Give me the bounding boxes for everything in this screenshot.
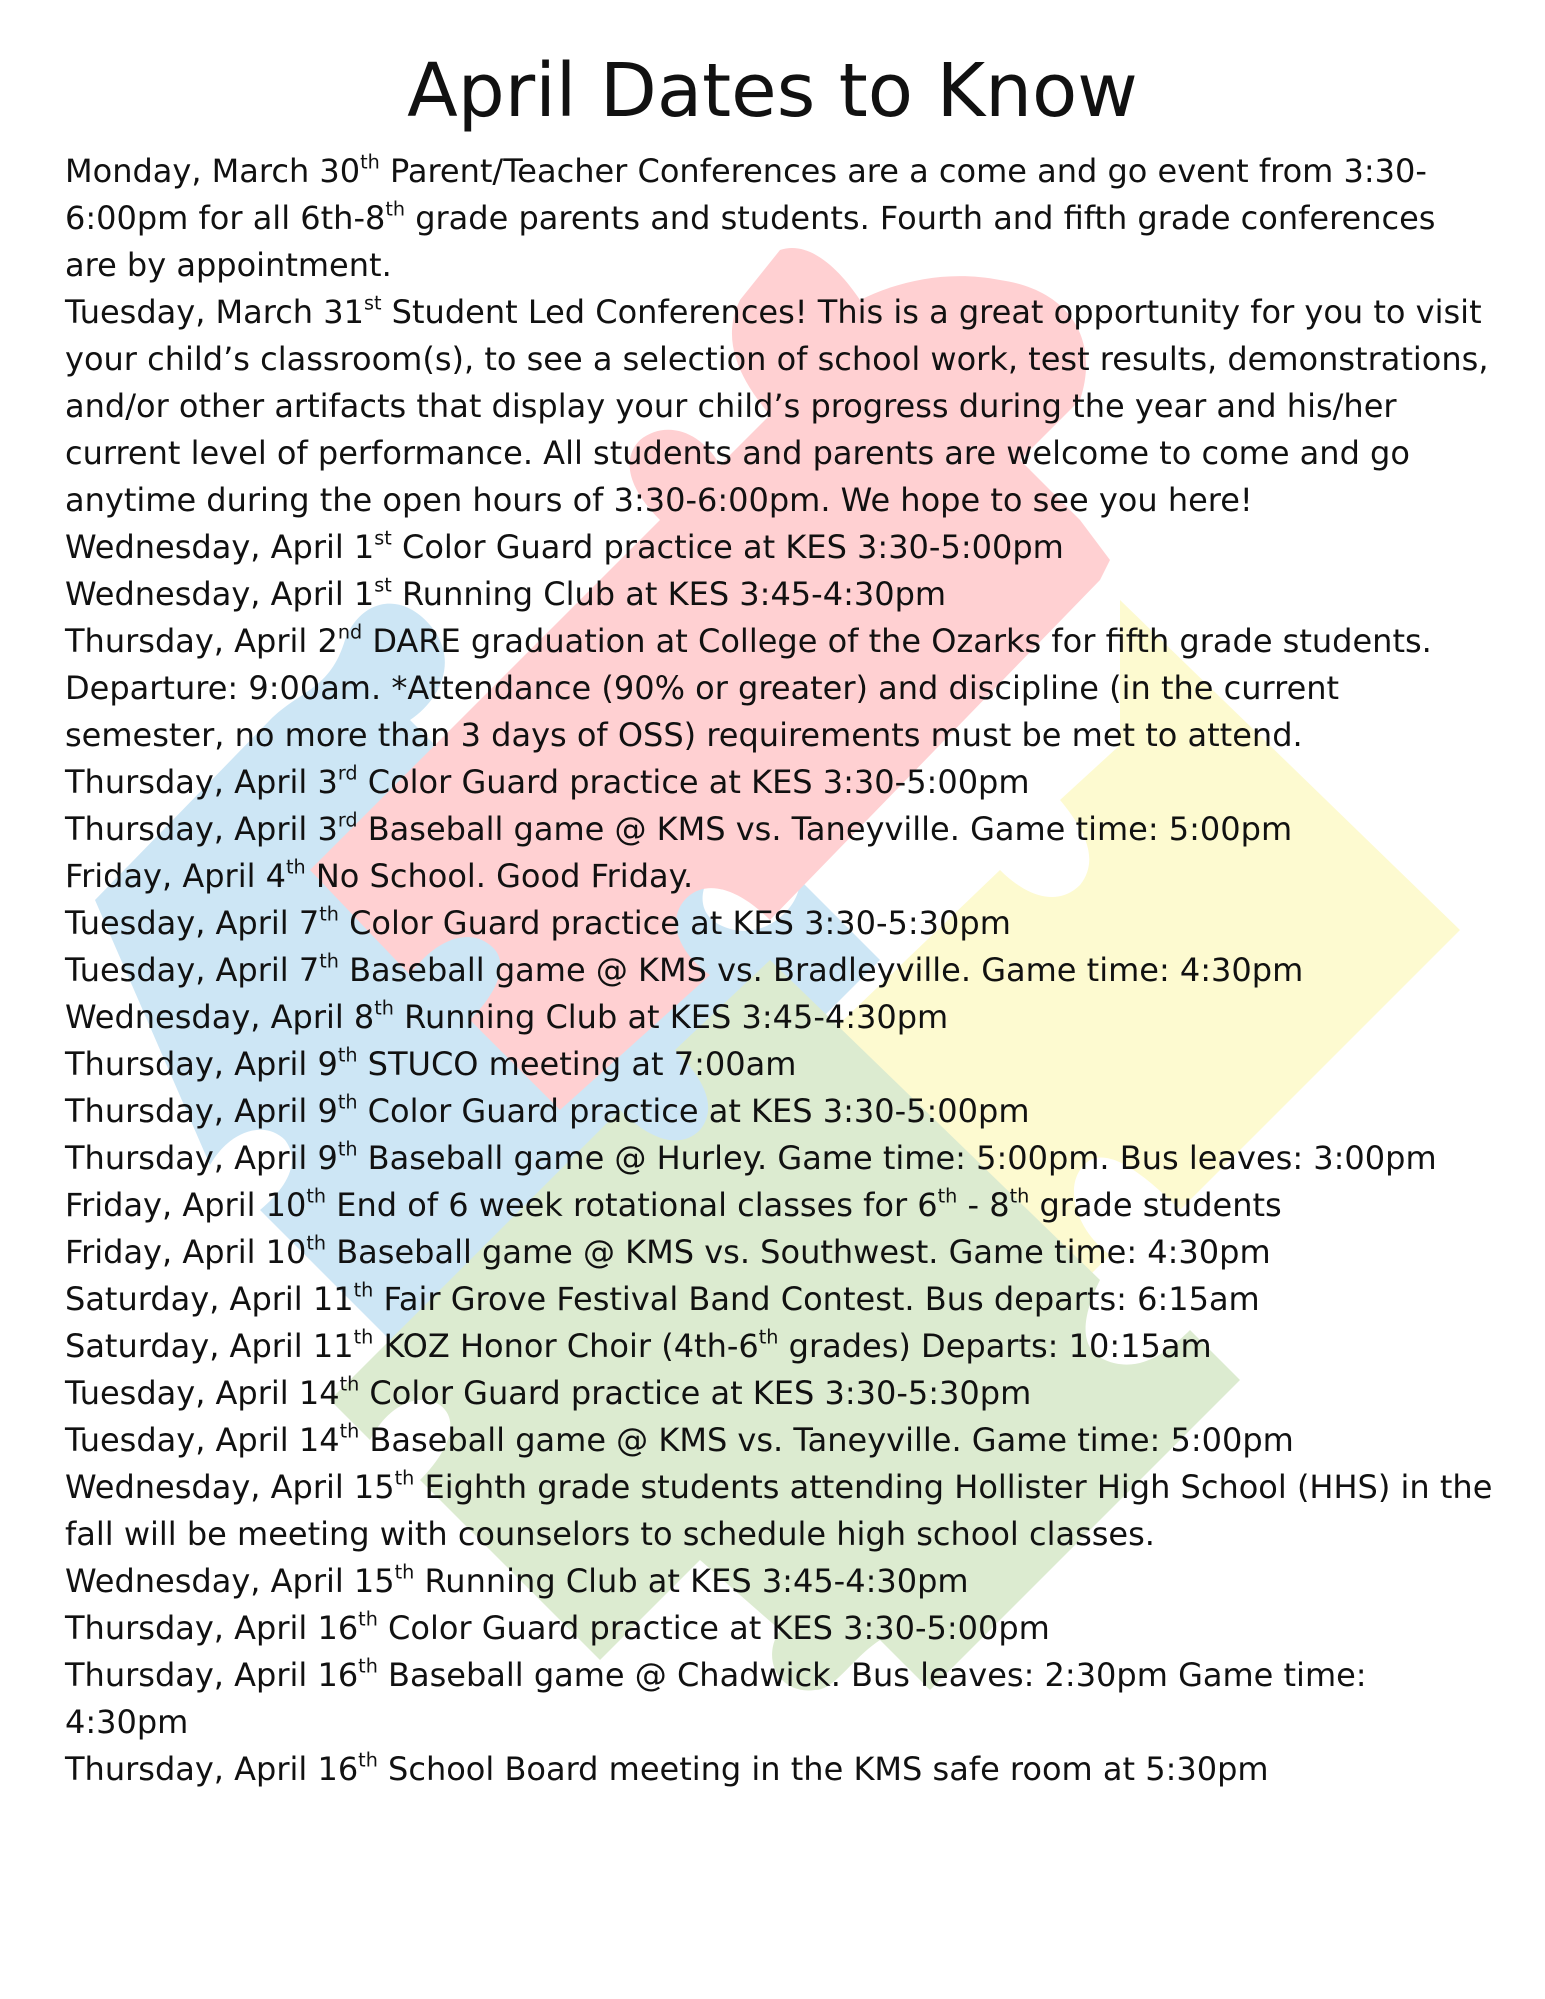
event-item [65, 900, 1495, 947]
events-list [65, 148, 1495, 1793]
event-item [65, 1276, 1495, 1323]
ordinal-suffix: th [358, 1607, 378, 1631]
event-text: Baseball game @ KMS vs. Bradleyville. Game time: 4:30pm [338, 951, 1304, 989]
event-date: Thursday, April 9 [65, 1092, 338, 1130]
ordinal-suffix: th [374, 996, 394, 1020]
page-title: April Dates to Know [407, 48, 1138, 134]
event-date: Friday, April 10 [65, 1233, 307, 1271]
event-date: Wednesday, April 15 [65, 1562, 395, 1600]
event-text: Color Guard practice at KES 3:30-5:00pm [357, 763, 1030, 801]
event-item [65, 1229, 1495, 1276]
event-date: Thursday, April 16 [65, 1750, 359, 1788]
ordinal-suffix: th [319, 949, 339, 973]
event-date: Tuesday, April 14 [65, 1374, 340, 1412]
ordinal-suffix: th [353, 1278, 374, 1302]
ordinal-suffix: th [358, 1748, 378, 1772]
event-item [65, 994, 1495, 1041]
event-text: Color Guard practice at KES 3:30-5:30pm [338, 904, 1011, 942]
ordinal-suffix: th [337, 1090, 358, 1114]
event-date: Thursday, April 9 [65, 1139, 338, 1177]
event-item [65, 1370, 1495, 1417]
ordinal-suffix: th [937, 1184, 958, 1208]
event-text: grade students [1029, 1186, 1282, 1224]
ordinal-suffix: th [339, 1372, 360, 1396]
event-text: Eighth grade students attending Hollister High School (HHS) in the fall will be meeting with counselors to schedule high school classes. [65, 1468, 1493, 1553]
event-text: KOZ Honor Choir (4th-6 [373, 1327, 759, 1365]
event-date: Wednesday, April 8 [65, 998, 375, 1036]
ordinal-suffix: th [1009, 1184, 1030, 1208]
event-text: Parent/Teacher Conferences are a come and go event from 3:30-6:00pm for all 6th-8 [65, 152, 1427, 237]
ordinal-suffix: th [353, 1325, 374, 1349]
event-text: End of 6 week rotational classes for 6 [326, 1186, 938, 1224]
event-item [65, 1464, 1495, 1558]
ordinal-suffix: th [337, 1137, 358, 1161]
ordinal-suffix: th [306, 1231, 327, 1255]
event-item [65, 571, 1495, 618]
ordinal-suffix: th [358, 1654, 378, 1678]
event-date: Tuesday, April 14 [65, 1421, 340, 1459]
event-item [65, 148, 1495, 289]
event-item [65, 1558, 1495, 1605]
event-date: Saturday, April 11 [65, 1280, 354, 1318]
ordinal-suffix: th [286, 855, 306, 879]
ordinal-suffix: th [394, 1466, 415, 1490]
ordinal-suffix: rd [337, 808, 358, 832]
event-item [65, 524, 1495, 571]
event-item [65, 1605, 1495, 1652]
event-date: Tuesday, April 7 [65, 951, 320, 989]
ordinal-suffix: st [374, 526, 392, 550]
event-date: Friday, April 4 [65, 857, 286, 895]
event-date: Wednesday, April 1 [65, 528, 375, 566]
event-text: Running Club at KES 3:45-4:30pm [393, 998, 949, 1036]
ordinal-suffix: th [337, 1043, 358, 1067]
event-item [65, 1182, 1495, 1229]
event-date: Thursday, April 3 [65, 763, 338, 801]
event-date: Thursday, April 2 [65, 622, 338, 660]
event-item [65, 1417, 1495, 1464]
event-text: Baseball game @ KMS vs. Southwest. Game time: 4:30pm [326, 1233, 1271, 1271]
event-date: Saturday, April 11 [65, 1327, 354, 1365]
ordinal-suffix: rd [337, 761, 358, 785]
event-item [65, 1088, 1495, 1135]
event-text: Color Guard practice at KES 3:30-5:30pm [359, 1374, 1032, 1412]
event-text: Running Club at KES 3:45-4:30pm [414, 1562, 969, 1600]
ordinal-suffix: th [339, 1419, 360, 1443]
event-date: Tuesday, April 7 [65, 904, 320, 942]
event-text: Color Guard practice at KES 3:30-5:00pm [357, 1092, 1030, 1130]
event-text: Baseball game @ Hurley. Game time: 5:00pm. Bus leaves: 3:00pm [357, 1139, 1437, 1177]
event-date: Thursday, April 3 [65, 810, 338, 848]
event-text: Color Guard practice at KES 3:30-5:00pm [391, 528, 1064, 566]
event-item [65, 853, 1495, 900]
event-item [65, 1746, 1495, 1793]
ordinal-suffix: st [374, 573, 392, 597]
event-item [65, 1323, 1495, 1370]
event-date: Friday, April 10 [65, 1186, 307, 1224]
event-date: Thursday, April 9 [65, 1045, 338, 1083]
event-text: DARE graduation at College of the Ozarks for fifth grade students. Departure: 9:00am. *Attendance (90% or greater) and discipline (in the current semester, no more than 3 days of OSS) requirements must be met to attend. [65, 622, 1432, 754]
event-date: Tuesday, March 31 [65, 293, 364, 331]
event-text: Fair Grove Festival Band Contest. Bus departs: 6:15am [373, 1280, 1260, 1318]
event-text: Running Club at KES 3:45-4:30pm [391, 575, 947, 613]
event-item [65, 1135, 1495, 1182]
event-item [65, 806, 1495, 853]
event-date: Wednesday, April 1 [65, 575, 375, 613]
event-date: Thursday, April 16 [65, 1609, 359, 1647]
event-date: Monday, March 30 [65, 152, 361, 190]
event-text: Student Led Conferences! This is a great opportunity for you to visit your child’s classroom(s), to see a selection of school work, test results, demonstrations, and/or other artifacts that display your child’s progress during the year and his/her current level of performance. All students and parents are welcome to come and go anytime during the open hours of 3:30-6:00pm. We hope to see you here! [65, 293, 1489, 519]
event-text: Baseball game @ Chadwick. Bus leaves: 2:30pm Game time: 4:30pm [65, 1656, 1367, 1741]
event-text: Color Guard practice at KES 3:30-5:00pm [377, 1609, 1050, 1647]
event-text: Baseball game @ KMS vs. Taneyville. Game time: 5:00pm [357, 810, 1293, 848]
event-text: STUCO meeting at 7:00am [357, 1045, 797, 1083]
ordinal-suffix: th [385, 197, 406, 221]
event-item [65, 1652, 1495, 1746]
ordinal-suffix: th [306, 1184, 327, 1208]
event-text: grades) Departs: 10:15am [778, 1327, 1212, 1365]
event-text: Baseball game @ KMS vs. Taneyville. Game time: 5:00pm [359, 1421, 1294, 1459]
event-item [65, 1041, 1495, 1088]
event-text: No School. Good Friday. [305, 857, 694, 895]
event-item [65, 759, 1495, 806]
event-text: School Board meeting in the KMS safe room at 5:30pm [377, 1750, 1269, 1788]
event-item [65, 618, 1495, 759]
event-item [65, 947, 1495, 994]
ordinal-suffix: th [360, 150, 380, 174]
event-date: Thursday, April 16 [65, 1656, 359, 1694]
ordinal-suffix: nd [337, 620, 363, 644]
ordinal-suffix: th [319, 902, 339, 926]
ordinal-suffix: st [363, 291, 382, 315]
ordinal-suffix: th [394, 1560, 415, 1584]
ordinal-suffix: th [758, 1325, 779, 1349]
event-item [65, 289, 1495, 524]
event-text: grade parents and students. Fourth and fifth grade conferences are by appointment. [65, 199, 1436, 284]
event-text: - 8 [957, 1186, 1010, 1224]
event-date: Wednesday, April 15 [65, 1468, 395, 1506]
